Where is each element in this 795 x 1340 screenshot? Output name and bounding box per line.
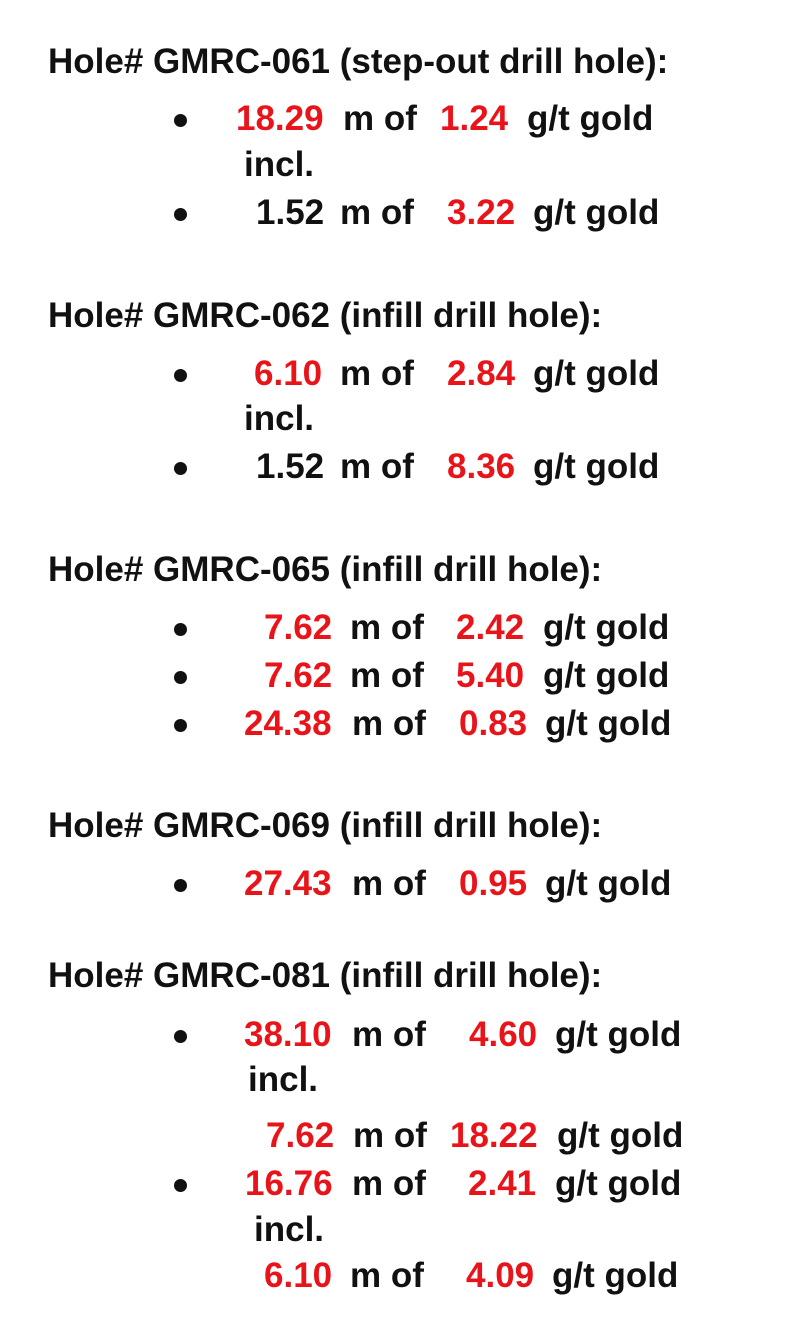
bullet-icon	[174, 114, 187, 127]
interval-length: 7.62	[264, 656, 333, 695]
interval-length: 24.38	[244, 704, 332, 743]
unit-of-label: m of	[352, 704, 426, 743]
bullet-icon	[174, 462, 187, 475]
gold-grade: 1.24	[440, 99, 509, 138]
unit-of-label: m of	[343, 99, 417, 138]
gold-grade: 0.95	[459, 864, 528, 903]
gold-grade: 8.36	[447, 447, 516, 486]
interval-length: 38.10	[244, 1015, 332, 1054]
incl-label: incl.	[254, 1210, 325, 1249]
interval-length: 7.62	[266, 1116, 335, 1155]
unit-of-label: m of	[350, 1256, 424, 1295]
gold-grade: 3.22	[447, 193, 516, 232]
unit-of-label: m of	[353, 1116, 427, 1155]
interval-length: 1.52	[256, 447, 325, 486]
gold-grade: 18.22	[450, 1116, 538, 1155]
bullet-icon	[174, 623, 187, 636]
unit-gold-label: g/t gold	[555, 1015, 682, 1054]
hole-heading-gmrc-065: Hole# GMRC-065 (infill drill hole):	[48, 550, 603, 589]
interval-length: 1.52	[256, 193, 325, 232]
hole-heading-gmrc-062: Hole# GMRC-062 (infill drill hole):	[48, 296, 603, 335]
interval-length: 6.10	[264, 1256, 333, 1295]
hole-heading-gmrc-061: Hole# GMRC-061 (step-out drill hole):	[48, 42, 669, 81]
hole-heading-gmrc-069: Hole# GMRC-069 (infill drill hole):	[48, 806, 603, 845]
unit-gold-label: g/t gold	[545, 864, 672, 903]
unit-of-label: m of	[340, 193, 414, 232]
unit-gold-label: g/t gold	[533, 193, 660, 232]
unit-gold-label: g/t gold	[543, 608, 670, 647]
unit-gold-label: g/t gold	[527, 99, 654, 138]
interval-length: 27.43	[244, 864, 332, 903]
gold-grade: 2.84	[447, 354, 516, 393]
interval-length: 7.62	[264, 608, 333, 647]
gold-grade: 2.42	[456, 608, 525, 647]
bullet-icon	[174, 369, 187, 382]
gold-grade: 5.40	[456, 656, 525, 695]
unit-gold-label: g/t gold	[545, 704, 672, 743]
unit-of-label: m of	[340, 354, 414, 393]
gold-grade: 0.83	[459, 704, 528, 743]
unit-of-label: m of	[352, 1164, 426, 1203]
unit-of-label: m of	[350, 608, 424, 647]
bullet-icon	[174, 719, 187, 732]
unit-gold-label: g/t gold	[552, 1256, 679, 1295]
bullet-icon	[174, 1179, 187, 1192]
unit-gold-label: g/t gold	[533, 447, 660, 486]
bullet-icon	[174, 208, 187, 221]
unit-of-label: m of	[340, 447, 414, 486]
interval-length: 16.76	[245, 1164, 333, 1203]
interval-length: 6.10	[254, 354, 323, 393]
hole-heading-gmrc-081: Hole# GMRC-081 (infill drill hole):	[48, 956, 603, 995]
unit-gold-label: g/t gold	[555, 1164, 682, 1203]
gold-grade: 4.09	[466, 1256, 535, 1295]
bullet-icon	[174, 1030, 187, 1043]
interval-length: 18.29	[236, 99, 324, 138]
bullet-icon	[174, 879, 187, 892]
unit-of-label: m of	[350, 656, 424, 695]
unit-of-label: m of	[352, 1015, 426, 1054]
incl-label: incl.	[244, 399, 315, 438]
gold-grade: 4.60	[469, 1015, 538, 1054]
incl-label: incl.	[244, 145, 315, 184]
unit-gold-label: g/t gold	[533, 354, 660, 393]
unit-of-label: m of	[352, 864, 426, 903]
bullet-icon	[174, 671, 187, 684]
unit-gold-label: g/t gold	[557, 1116, 684, 1155]
unit-gold-label: g/t gold	[543, 656, 670, 695]
gold-grade: 2.41	[468, 1164, 537, 1203]
incl-label: incl.	[248, 1060, 319, 1099]
